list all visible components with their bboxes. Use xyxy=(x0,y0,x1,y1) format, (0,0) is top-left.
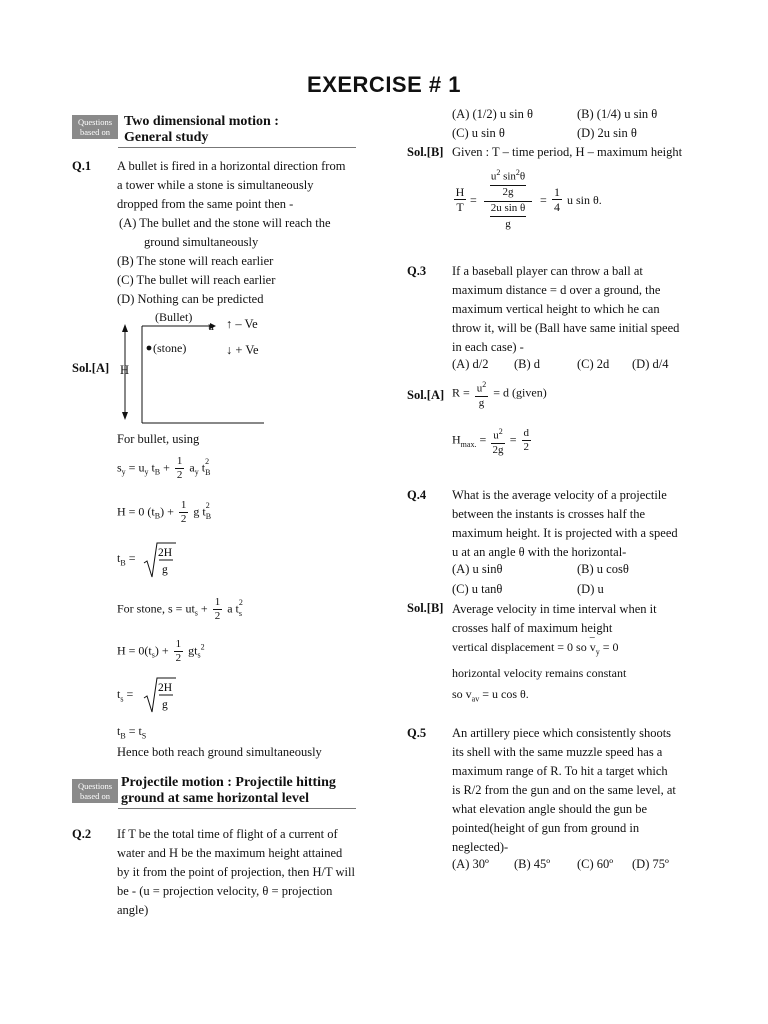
equation-range: R = $\frac{u^2}{g}$ = d (given) xyxy=(452,380,547,409)
question-number: Q.3 xyxy=(407,264,427,278)
text-line: If T be the total time of flight of a current of xyxy=(117,827,338,841)
result-text: u sin θ. xyxy=(567,193,602,207)
option-a: (A) u sinθ xyxy=(452,562,503,576)
badge-line: based on xyxy=(80,791,110,801)
bullet-label: (Bullet) xyxy=(155,310,193,324)
text-line: what elevation angle should the gun be xyxy=(452,802,648,816)
section-badge xyxy=(72,779,118,803)
svg-text:2H: 2H xyxy=(158,547,173,559)
svg-text:g: g xyxy=(162,564,168,576)
equals-sign: = xyxy=(540,193,547,207)
section-rule xyxy=(118,147,356,148)
text-line: A bullet is fired in a horizontal direction from xyxy=(117,159,346,173)
option-d: (D) d/4 xyxy=(632,357,669,371)
svg-text:2H: 2H xyxy=(158,682,173,694)
option-c: (C) u tanθ xyxy=(452,582,503,596)
range-given: = d (given) xyxy=(493,385,547,400)
page-title: EXERCISE # 1 xyxy=(307,72,461,97)
equation-equal-times: $t_B = t_S$ xyxy=(117,724,147,741)
text-line: What is the average velocity of a projectile xyxy=(452,488,667,502)
for-stone-text: For stone, s = ut xyxy=(117,601,195,616)
badge-line: Questions xyxy=(78,781,112,791)
solution-label: Sol.[B] xyxy=(407,601,444,615)
option-line: (C) The bullet will reach earlier xyxy=(117,273,276,287)
section-rule xyxy=(118,808,356,809)
equation-height-stone: $H = 0(t_s)$ + $\frac{1}{2}$ $gt_s^2$ xyxy=(117,638,205,664)
sqrt-symbol xyxy=(143,541,177,579)
question-text xyxy=(452,262,696,357)
section-heading xyxy=(124,114,279,146)
eq-t: t xyxy=(117,551,121,565)
equals-sign: = xyxy=(470,193,477,207)
text-line: maximum height. It is projected with a speed xyxy=(452,526,678,540)
text-line: Average velocity in time interval when it xyxy=(452,602,657,616)
option-b: (B) d xyxy=(514,357,541,371)
question-text xyxy=(452,486,696,562)
complex-fraction: $u^2$ $\sin^2\theta$ 2g 2u sin θ g xyxy=(484,166,532,231)
option-line: (B) The stone will reach earlier xyxy=(117,254,274,268)
question-text xyxy=(117,825,361,920)
text-line: maximum distance = d over a ground, the xyxy=(452,283,661,297)
option-b: (B) (1/4) u sin θ xyxy=(577,107,658,121)
option-d: (D) u xyxy=(577,582,604,596)
eq-h-prefix: H = 0(t xyxy=(117,643,152,658)
text-line: crosses half of maximum height xyxy=(452,621,613,635)
so-vav-prefix: so v xyxy=(452,687,472,701)
option-a: (A) (1/2) u sin θ xyxy=(452,107,533,121)
option-d: (D) 2u sin θ xyxy=(577,126,637,140)
equation-height-bullet: H = 0 $(t_B)$ + $\frac{1}{2}$ g $t^2_B$ xyxy=(117,499,212,525)
option-line: ground simultaneously xyxy=(144,235,259,249)
badge-line: Questions xyxy=(78,117,112,127)
equation-stone: For stone, $s = ut_s$ + $\frac{1}{2}$ a $t^2_s$ xyxy=(117,596,243,622)
option-b: (B) 45º xyxy=(514,857,551,871)
heading-line: ground at same horizontal level xyxy=(121,791,309,806)
section-heading xyxy=(121,775,336,807)
text-line: by it from the point of projection, then H/T will xyxy=(117,865,355,879)
conclusion-text: Hence both reach ground simultaneously xyxy=(117,745,322,759)
question-text xyxy=(452,724,696,857)
text-line: If a baseball player can throw a ball at xyxy=(452,264,643,278)
stone-label: (stone) xyxy=(153,341,187,355)
vert-disp-text: vertical displacement = 0 so xyxy=(452,640,587,654)
option-c: (C) 60º xyxy=(577,857,614,871)
solution-label: Sol.[B] xyxy=(407,145,444,159)
text-line: pointed(height of gun from ground in xyxy=(452,821,640,835)
average-velocity-line: so $v_{av} = u$ cos θ. xyxy=(452,687,529,704)
text-line: maximum vertical height to which he can xyxy=(452,302,660,316)
equation-displacement-bullet: $s_y = u_y$ $t_B$ + $\frac{1}{2}$ $a_y$ $t^2_B$ xyxy=(117,455,211,481)
section-badge xyxy=(72,115,118,139)
option-b: (B) u cosθ xyxy=(577,562,629,576)
solution-given: Given : T – time period, H – maximum height xyxy=(452,145,683,159)
height-label: H xyxy=(120,363,130,377)
question-number: Q.4 xyxy=(407,488,427,502)
question-text xyxy=(117,157,361,309)
equation-hmax: $H_{max.}$ = $\frac{u^2}{2g}$ = $\frac{d}{2}$ xyxy=(452,427,530,456)
text-line: An artillery piece which consistently shoots xyxy=(452,726,672,740)
option-line: (D) Nothing can be predicted xyxy=(117,292,264,306)
down-positive-label: ↓ + Ve xyxy=(226,343,259,357)
text-line: u at an angle θ with the horizontal- xyxy=(452,545,627,559)
text-line: a tower while a stone is simultaneously xyxy=(117,178,314,192)
for-bullet-text: For bullet, using xyxy=(117,432,200,446)
option-c: (C) u sin θ xyxy=(452,126,505,140)
text-line: maximum range of R. To hit a target which xyxy=(452,764,668,778)
text-line: be - (u = projection velocity, θ = projection xyxy=(117,884,333,898)
solution-label: Sol.[A] xyxy=(72,361,110,375)
sqrt-symbol xyxy=(143,676,177,714)
text-line: dropped from the same point then - xyxy=(117,197,294,211)
text-line: is R/2 from the gun and on the same level, at xyxy=(452,783,676,797)
text-line: throw it, will be (Ball have same initial speed xyxy=(452,321,680,335)
option-line: (A) The bullet and the stone will reach the xyxy=(119,216,331,230)
heading-line: Projectile motion : Projectile hitting xyxy=(121,775,336,790)
solution-label: Sol.[A] xyxy=(407,388,445,402)
equation-time-bullet: $t_B$ = xyxy=(117,551,136,568)
text-line: in each case) - xyxy=(452,340,524,354)
text-line: between the instants is crosses half the xyxy=(452,507,646,521)
option-c: (C) 2d xyxy=(577,357,610,371)
horizontal-velocity-text: horizontal velocity remains constant xyxy=(452,666,627,680)
heading-line: Two dimensional motion : xyxy=(124,114,279,129)
fraction-h-over-t: H T xyxy=(455,185,465,214)
eq-h-prefix: H = 0 (t xyxy=(117,504,155,519)
solution-text xyxy=(452,600,696,638)
svg-text:g: g xyxy=(162,699,168,711)
badge-line: based on xyxy=(80,127,110,137)
text-line: water and H be the maximum height attained xyxy=(117,846,343,860)
eq-t: t xyxy=(117,724,121,738)
up-negative-label: ↑ – Ve xyxy=(226,317,258,331)
option-d: (D) 75º xyxy=(632,857,669,871)
eq-s: s xyxy=(117,460,122,475)
text-line: angle) xyxy=(117,903,149,917)
question-number: Q.5 xyxy=(407,726,427,740)
question-number: Q.1 xyxy=(72,159,92,173)
text-line: neglected)- xyxy=(452,840,509,854)
fraction-quarter: 1 4 xyxy=(554,185,560,214)
question-number: Q.2 xyxy=(72,827,92,841)
heading-line: General study xyxy=(124,130,209,145)
eq-t: t xyxy=(117,687,121,701)
equation-time-stone: $t_s$ = xyxy=(117,687,134,704)
vertical-displacement-line: vertical displacement = 0 so v – $_y$ = 0 xyxy=(452,632,619,657)
text-line: its shell with the same muzzle speed has a xyxy=(452,745,663,759)
option-a: (A) d/2 xyxy=(452,357,489,371)
velocity-label: u xyxy=(208,319,214,333)
option-a: (A) 30º xyxy=(452,857,489,871)
